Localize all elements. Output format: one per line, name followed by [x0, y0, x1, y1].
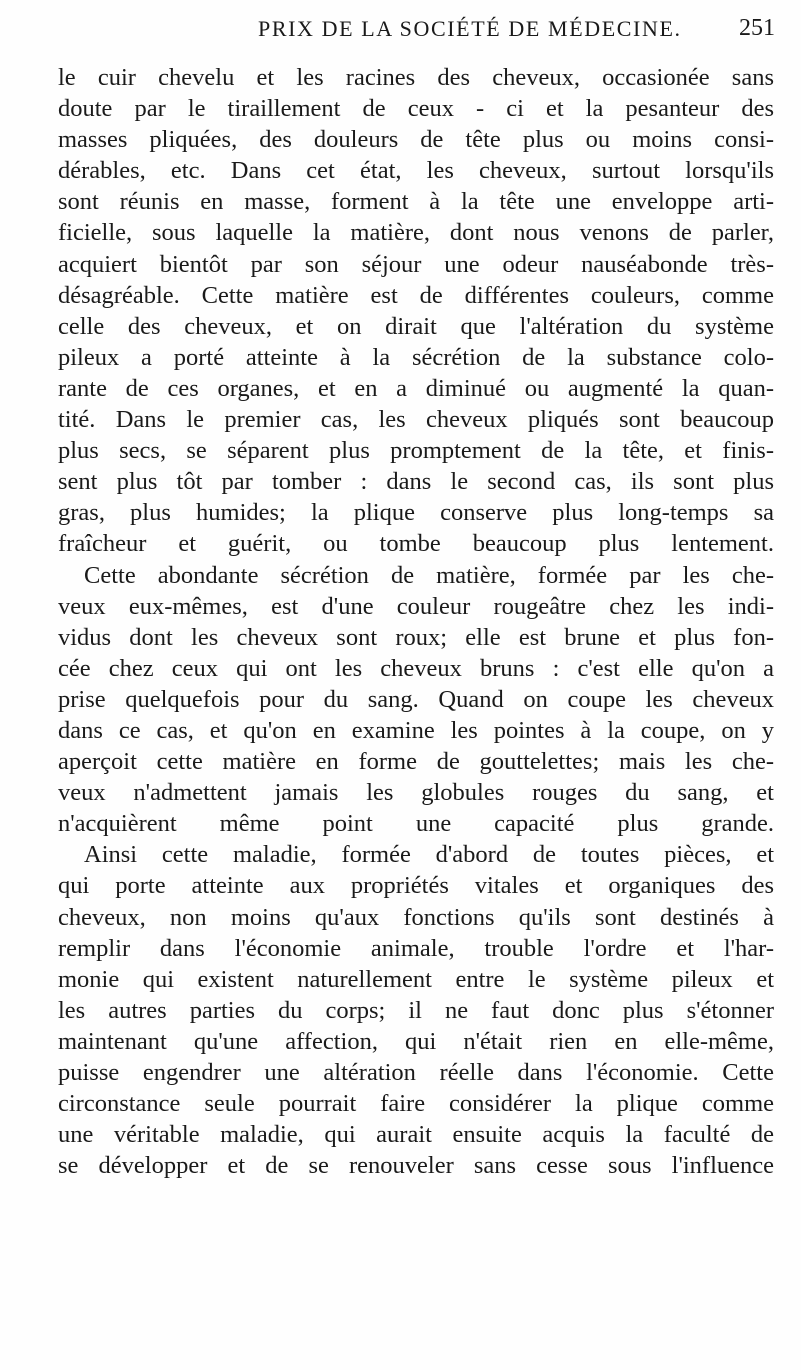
text-line: ficielle, sous laquelle la matière, dont nous venons de parler, — [58, 219, 774, 247]
text-line: prise quelquefois pour du sang. Quand on coupe les cheveux — [58, 685, 774, 713]
text-line: dans ce cas, et qu'on en examine les pointes à la coupe, on y — [58, 716, 774, 744]
text-line: veux n'admettent jamais les globules rouges du sang, et — [58, 779, 774, 807]
text-line: Ainsi cette maladie, formée d'abord de toutes pièces, et — [84, 841, 774, 869]
body-text — [58, 62, 774, 1181]
text-line: pileux a porté atteinte à la sécrétion de la substance colo- — [58, 343, 774, 371]
text-line: vidus dont les cheveux sont roux; elle est brune et plus fon- — [58, 623, 774, 651]
text-line: acquiert bientôt par son séjour une odeur nauséabonde très- — [58, 250, 774, 278]
text-line: aperçoit cette matière en forme de gouttelettes; mais les che- — [58, 748, 774, 776]
text-line: sent plus tôt par tomber : dans le second cas, ils sont plus — [58, 468, 774, 496]
text-line: fraîcheur et guérit, ou tombe beaucoup plus lentement. — [58, 530, 774, 558]
text-line: sont réunis en masse, forment à la tête une enveloppe arti- — [58, 188, 774, 216]
running-head: PRIX DE LA SOCIÉTÉ DE MÉDECINE. — [258, 16, 682, 41]
text-line: celle des cheveux, et on dirait que l'altération du système — [58, 312, 774, 340]
text-line: puisse engendrer une altération réelle dans l'économie. Cette — [58, 1059, 774, 1086]
text-line: Cette abondante sécrétion de matière, formée par les che- — [84, 561, 774, 589]
text-line: circonstance seule pourrait faire considérer la plique comme — [58, 1090, 774, 1118]
text-line: se développer et de se renouveler sans cesse sous l'influence — [58, 1152, 774, 1180]
text-line: cée chez ceux qui ont les cheveux bruns : c'est elle qu'on a — [58, 654, 774, 682]
text-line: plus secs, se séparent plus promptement de la tête, et finis- — [58, 437, 774, 465]
text-line: dérables, etc. Dans cet état, les cheveux, surtout lorsqu'ils — [58, 157, 774, 185]
text-line: masses pliquées, des douleurs de tête plus ou moins consi- — [58, 126, 774, 154]
text-line: cheveux, non moins qu'aux fonctions qu'ils sont destinés à — [58, 903, 774, 931]
text-line: remplir dans l'économie animale, trouble l'ordre et l'har- — [58, 934, 774, 962]
text-line: tité. Dans le premier cas, les cheveux pliqués sont beaucoup — [58, 406, 774, 434]
text-line: qui porte atteinte aux propriétés vitales et organiques des — [58, 872, 774, 900]
text-line: n'acquièrent même point une capacité plus grande. — [58, 810, 774, 838]
text-line: veux eux-mêmes, est d'une couleur rougeâtre chez les indi- — [58, 592, 774, 620]
page-header — [0, 12, 775, 46]
text-line: maintenant qu'une affection, qui n'était rien en elle-même, — [58, 1027, 774, 1055]
text-line: les autres parties du corps; il ne faut donc plus s'étonner — [58, 996, 774, 1024]
text-line: gras, plus humides; la plique conserve plus long-temps sa — [58, 499, 774, 527]
page-number: 251 — [739, 15, 775, 41]
text-line: doute par le tiraillement de ceux - ci et la pesanteur des — [58, 95, 774, 123]
text-line: le cuir chevelu et les racines des cheveux, occasionée sans — [58, 64, 774, 91]
text-line: rante de ces organes, et en a diminué ou augmenté la quan- — [58, 374, 774, 402]
text-line: désagréable. Cette matière est de différentes couleurs, comme — [58, 281, 774, 309]
text-line: une véritable maladie, qui aurait ensuite acquis la faculté de — [58, 1121, 774, 1149]
text-line: monie qui existent naturellement entre le système pileux et — [58, 965, 774, 993]
